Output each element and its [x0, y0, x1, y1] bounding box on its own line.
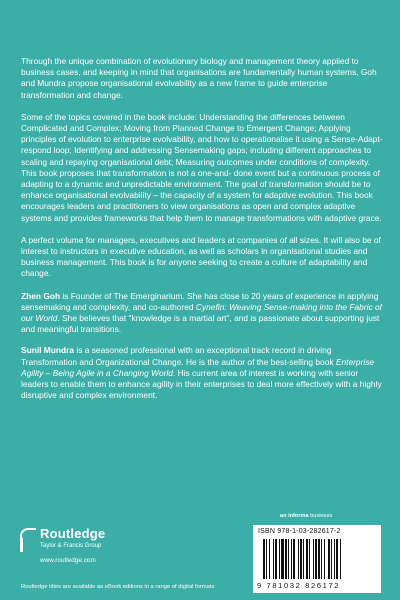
author-bio-mundra-text-start: is a seasoned professional with an exceptional track record in driving Transformation and Organizational Change. He is the author of the best-selling book — [21, 345, 336, 367]
author-bio-goh-text-end: . She believes that "knowledge is a martial art", and is passionate about supporting just and meaningful transitions. — [21, 313, 380, 335]
author-name-goh: Zhen Goh — [21, 290, 61, 301]
ebook-note: Routledge titles are available as eBook editions in a range of digital formats — [21, 584, 215, 590]
informa-label: business — [310, 513, 333, 519]
publisher-group: Taylor & Francis Group — [40, 543, 102, 549]
barcode-icon — [263, 539, 371, 579]
topics-paragraph: Some of the topics covered in the book include: Understanding the differences between Complicated and Complex; Moving from Planned Change to Emergent Change; Applying principles of evolution to enterprise evolvability, and how to operationalise it using a Sense-Adapt-respond loop; Identifying and addressing Sensemaking gaps; including different approaches to scaling and repaying organisational debt; Measuring outcomes under conditions of complexity. This book proposes that transformation is not a one-and- done event but a continuous process of adapting to a dynamic and unpredictable environment. The goal of transformation should be to enhance organisational evolvability – the capacity of a system for adaptive evolution. This book encourages leaders and practitioners to view organisations as open and complex adaptive systems and provides frameworks that help them to manage transformations with adaptive grace. — [21, 111, 383, 223]
informa-brand: an informa — [280, 513, 309, 519]
author-bio-mundra-text-end: . His current area of interest is working with senior leaders to enable them to enhance agility in their enterprises to deal more effectively with a highly disruptive and complex environment. — [21, 367, 382, 401]
cover-footer — [0, 512, 400, 600]
publisher-block — [20, 522, 150, 566]
publisher-url: www.routledge.com — [40, 557, 96, 564]
intro-paragraph: Through the unique combination of evolutionary biology and management theory applied to business cases, and keeping in mind that organisations are fundamentally human systems, Goh and Mundra propose organisational evolvability as a new frame to guide enterprise transformation and change. — [21, 56, 377, 100]
barcode-digits: 9 781032 826172 — [257, 581, 341, 590]
informa-tagline — [280, 513, 332, 519]
author-book-goh: Cynefin: Weaving Sense-making into the Fabric of our World — [21, 301, 382, 324]
barcode-panel — [253, 525, 381, 593]
audience-paragraph: A perfect volume for managers, executives and leaders at companies of all sizes. It will also be of interest to instructors in executive education, as well as scholars in organisational studies and business management. This book is for anyone seeking to create a culture of adaptability and change. — [21, 234, 381, 279]
publisher-name: Routledge — [40, 526, 106, 541]
back-cover-blurb — [21, 56, 383, 411]
isbn-label: ISBN 978-1-03-282617-2 — [258, 528, 341, 535]
author-bio-mundra — [21, 345, 383, 401]
author-name-mundra: Sunil Mundra — [21, 345, 75, 356]
author-bio-goh — [21, 291, 383, 336]
author-book-mundra: Enterprise Agility – Being Agile in a Changing World — [21, 356, 375, 378]
author-bio-goh-text-start: is Founder of The Emerginarium. She has close to 20 years of experience in applying sensemaking and complexity, and co-authored — [21, 290, 379, 312]
